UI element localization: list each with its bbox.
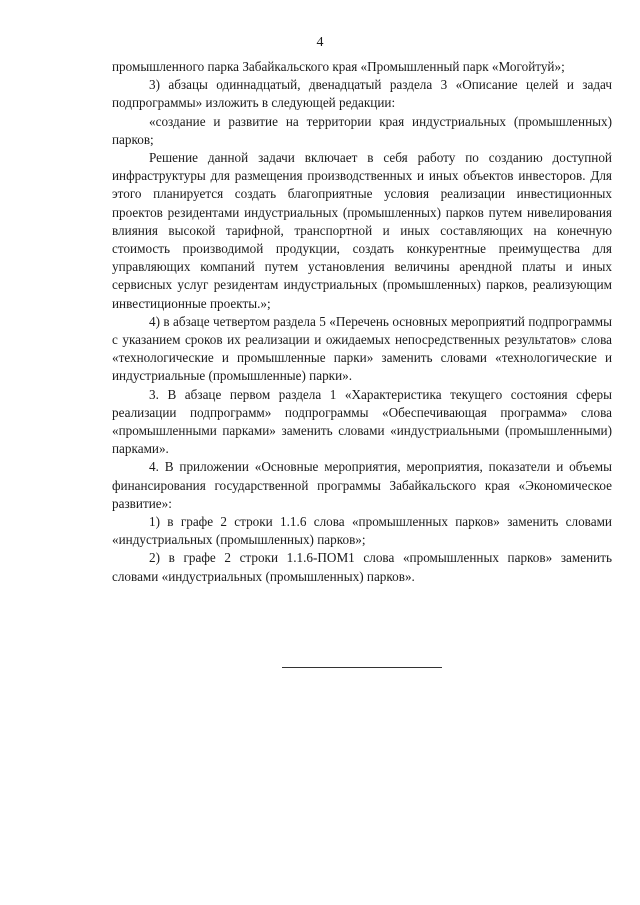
paragraph-3: «создание и развитие на территории края индустриальных (промышленных) парков;	[112, 113, 612, 147]
paragraph-5: 4) в абзаце четвертом раздела 5 «Перечень основных мероприятий подпрограммы с указанием сроков их реализации и ожидаемых непосредственных результатов» слова «технологические и промышленные парки» заменить словами «технологические и индустриальные (промышленные) парки».	[112, 313, 612, 384]
paragraph-1: промышленного парка Забайкальского края «Промышленный парк «Могойтуй»;	[112, 59, 565, 74]
paragraph-8: 1) в графе 2 строки 1.1.6 слова «промышленных парков» заменить словами «индустриальных (промышленных) парков»;	[112, 514, 612, 548]
paragraph-9: 2) в графе 2 строки 1.1.6-ПОМ1 слова «промышленных парков» заменить словами «индустриальных (промышленных) парков».	[112, 550, 612, 584]
page-number: 4	[316, 35, 324, 50]
document-body	[112, 58, 612, 586]
paragraph-6: 3. В абзаце первом раздела 1 «Характеристика текущего состояния сферы реализации подпрограмм» подпрограммы «Обеспечивающая программа» слова «промышленными парками» заменить словами «индустриальными (промышленными) парками».	[112, 386, 612, 457]
paragraph-4: Решение данной задачи включает в себя работу по созданию доступной инфраструктуры для размещения производственных и иных объектов инвесторов. Для этого планируется создать благоприятные условия реализации инвестиционных проектов резидентами индустриальных (промышленных) парков путем нивелирования влияния высокой тарифной, транспортной и иных составляющих на конечную стоимость производимой продукции, создать конкурентные преимущества для управляющих компаний путем установления величины арендной платы и иных сервисных услуг резидентам индустриальных (промышленных) парков, реализующим инвестиционные проекты.»;	[112, 150, 612, 311]
paragraph-2: 3) абзацы одиннадцатый, двенадцатый раздела 3 «Описание целей и задач подпрограммы» изложить в следующей редакции:	[112, 77, 612, 111]
end-separator-line	[282, 667, 442, 668]
paragraph-7: 4. В приложении «Основные мероприятия, мероприятия, показатели и объемы финансирования государственной программы Забайкальского края «Экономическое развитие»:	[112, 459, 612, 511]
